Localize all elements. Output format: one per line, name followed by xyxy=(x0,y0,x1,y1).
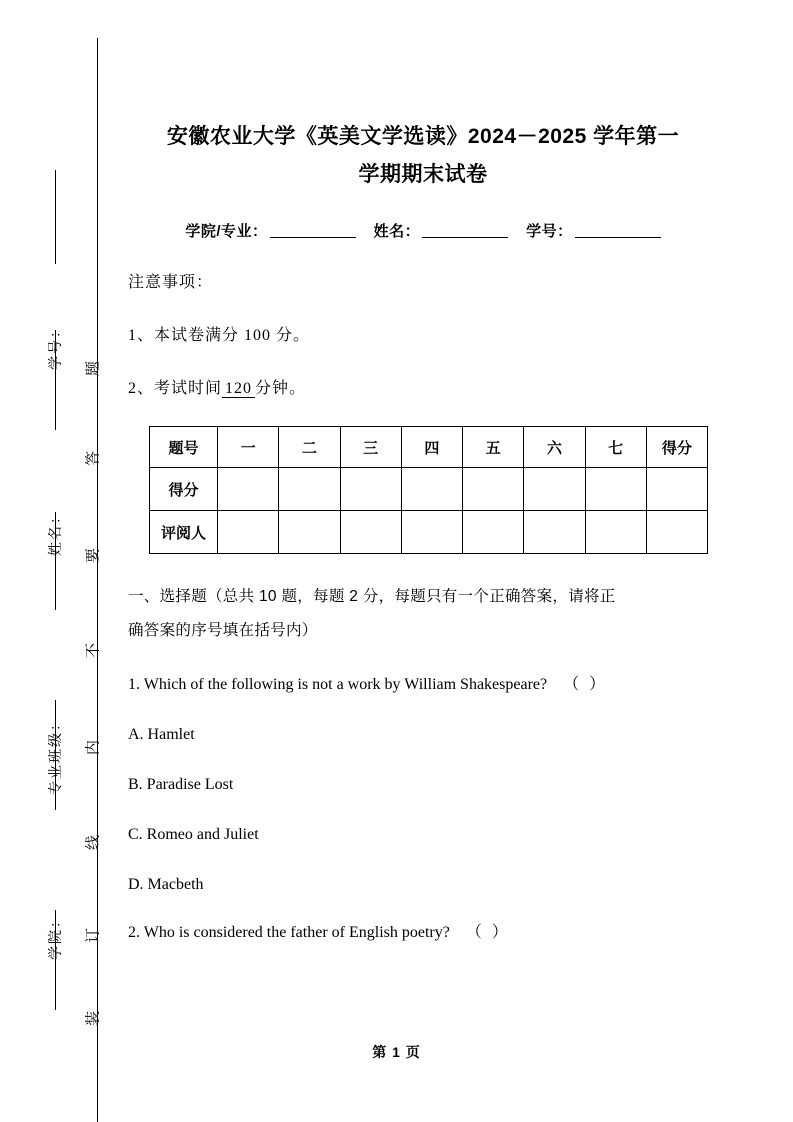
binding-margin xyxy=(0,0,120,1122)
grader-row-cell-2[interactable] xyxy=(340,511,401,554)
grader-row-cell-1[interactable] xyxy=(279,511,340,554)
name-label: 姓名： xyxy=(373,223,421,240)
score-table-header-cell-7: 七 xyxy=(585,427,646,468)
score-row-label: 得分 xyxy=(150,468,218,511)
score-row-cell-7[interactable] xyxy=(646,468,707,511)
question-1-text: 1. Which of the following is not a work by William Shakespeare? xyxy=(128,676,548,693)
student-identity-line xyxy=(128,220,718,241)
score-table-header-cell-2: 二 xyxy=(279,427,340,468)
score-row-cell-2[interactable] xyxy=(340,468,401,511)
page-title xyxy=(128,0,718,194)
grader-row-cell-0[interactable] xyxy=(218,511,279,554)
grader-row-label: 评阅人 xyxy=(150,511,218,554)
section-heading xyxy=(128,580,718,648)
notice-heading: 注意事项： xyxy=(128,274,214,291)
question-1-option-d[interactable]: D. Macbeth xyxy=(128,876,204,893)
score-row-cell-1[interactable] xyxy=(279,468,340,511)
score-table-row-score xyxy=(150,468,708,511)
score-table-row-grader xyxy=(150,511,708,554)
question-2-answer-paren[interactable]: （ ） xyxy=(465,924,511,941)
binding-vertical-char-3: 不 xyxy=(85,643,102,659)
grader-row-cell-3[interactable] xyxy=(401,511,462,554)
binding-vertical-char-1: 答 xyxy=(85,451,102,467)
question-2 xyxy=(128,922,718,944)
score-row-cell-4[interactable] xyxy=(463,468,524,511)
score-table-header-cell-1: 一 xyxy=(218,427,279,468)
question-2-text: 2. Who is considered the father of English poetry? xyxy=(128,924,450,941)
score-table-header-cell-3: 三 xyxy=(340,427,401,468)
notice-item-2-suffix: 分钟。 xyxy=(255,380,307,397)
binding-vertical-char-6: 订 xyxy=(85,928,102,944)
college-major-blank[interactable] xyxy=(270,237,356,238)
score-table-header-cell-5: 五 xyxy=(463,427,524,468)
question-1-option-a[interactable]: A. Hamlet xyxy=(128,726,195,743)
notice-item-2 xyxy=(128,375,718,398)
notice-item-1: 1、本试卷满分 100 分。 xyxy=(128,327,311,344)
score-table-header-cell-4: 四 xyxy=(401,427,462,468)
name-blank[interactable] xyxy=(422,237,508,238)
binding-vertical-char-2: 要 xyxy=(85,548,102,564)
binding-vertical-char-5: 线 xyxy=(85,835,102,851)
binding-label-class: 专业班级： xyxy=(49,715,64,795)
college-major-label: 学院/专业： xyxy=(185,223,268,240)
notice-item-2-prefix: 2、考试时间 xyxy=(128,380,223,397)
score-table-header-cell-0: 题号 xyxy=(150,427,218,468)
binding-solid-rule xyxy=(97,38,98,1122)
grader-row-cell-4[interactable] xyxy=(463,511,524,554)
binding-label-college: 学院： xyxy=(49,912,64,960)
binding-label-name: 姓名： xyxy=(49,508,64,556)
binding-vertical-char-0: 题 xyxy=(85,361,102,377)
score-table xyxy=(149,426,708,554)
grader-row-cell-5[interactable] xyxy=(524,511,585,554)
score-row-cell-6[interactable] xyxy=(585,468,646,511)
score-table-header-row xyxy=(150,427,708,468)
question-1 xyxy=(128,674,718,696)
section-heading-line-1: 一、选择题（总共 10 题，每题 2 分，每题只有一个正确答案，请将正 xyxy=(128,588,616,605)
exam-duration-value: 120 xyxy=(222,380,255,398)
page-title-line-1: 安徽农业大学《英美文学选读》2024－2025 学年第一 xyxy=(166,125,680,148)
score-table-header-cell-6: 六 xyxy=(524,427,585,468)
score-row-cell-5[interactable] xyxy=(524,468,585,511)
student-id-blank[interactable] xyxy=(575,237,661,238)
binding-vertical-char-7: 装 xyxy=(85,1011,102,1027)
binding-vertical-char-4: 内 xyxy=(85,740,102,756)
question-1-option-b[interactable]: B. Paradise Lost xyxy=(128,776,234,793)
binding-label-student-id: 学号： xyxy=(49,322,64,370)
grader-row-cell-7[interactable] xyxy=(646,511,707,554)
score-row-cell-0[interactable] xyxy=(218,468,279,511)
score-table-header-cell-8: 得分 xyxy=(646,427,707,468)
page-content xyxy=(128,0,718,944)
grader-row-cell-6[interactable] xyxy=(585,511,646,554)
score-row-cell-3[interactable] xyxy=(401,468,462,511)
question-1-answer-paren[interactable]: （ ） xyxy=(563,676,609,693)
page-title-line-2: 学期期末试卷 xyxy=(358,163,488,186)
binding-segment-rule-1 xyxy=(55,170,56,264)
student-id-label: 学号： xyxy=(526,223,573,240)
page-footer: 第 1 页 xyxy=(372,1044,421,1060)
section-heading-line-2: 确答案的序号填在括号内） xyxy=(128,622,318,639)
question-1-option-c[interactable]: C. Romeo and Juliet xyxy=(128,826,259,843)
